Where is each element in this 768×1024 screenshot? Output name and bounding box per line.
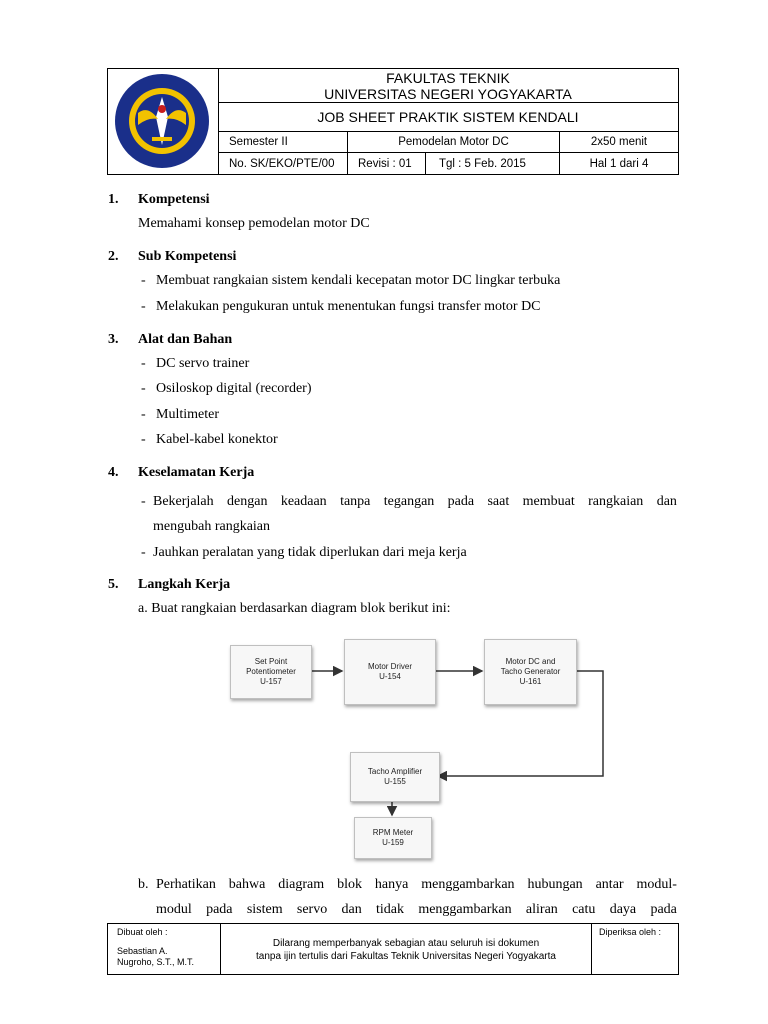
word: modul <box>156 902 192 917</box>
word: membuat <box>522 494 575 509</box>
word: hubungan <box>527 877 583 892</box>
word: menggambarkan <box>421 877 515 892</box>
bullet-dash: - <box>141 356 146 371</box>
block-motor-driver <box>344 639 436 705</box>
safety-item: Jauhkan peralatan yang tidak diperlukan dari meja kerja <box>153 545 467 560</box>
safety-item-justified <box>153 494 677 510</box>
made-by-label: Dibuat oleh : <box>117 927 168 937</box>
logo-cell <box>108 69 219 174</box>
block-label: Motor Driver <box>367 662 412 671</box>
bullet-dash: - <box>141 407 146 422</box>
section-number: 3. <box>108 332 119 347</box>
section-number: 5. <box>108 577 119 592</box>
word: catu <box>572 902 596 917</box>
checked-by-label: Diperiksa oleh : <box>599 927 662 937</box>
block-rpm-meter <box>354 817 432 859</box>
copyright-notice-line: Dilarang memperbanyak sebagian atau seluruh isi dokumen <box>272 938 540 949</box>
section-4-heading <box>108 465 254 481</box>
block-label: U-155 <box>384 777 406 786</box>
jobsheet-title-row <box>218 103 678 132</box>
equipment-item: DC servo trainer <box>156 356 250 371</box>
word: rangkaian <box>588 494 644 509</box>
word: saat <box>487 494 510 509</box>
word: hanya <box>374 877 409 892</box>
block-label: Potentiometer <box>246 667 296 676</box>
word: daya <box>609 902 637 917</box>
bullet-dash: - <box>141 432 146 447</box>
section-number: 1. <box>108 192 119 207</box>
word: antar <box>595 877 624 892</box>
page-number: Hal 1 dari 4 <box>589 157 649 170</box>
section-title: Langkah Kerja <box>138 577 231 592</box>
section-title: Kompetensi <box>138 192 210 207</box>
sub-competence-item: Membuat rangkaian sistem kendali kecepatan motor DC lingkar terbuka <box>156 273 561 288</box>
block-label: Tacho Generator <box>500 667 561 676</box>
word: tanpa <box>340 494 371 509</box>
document-header-table <box>107 68 679 175</box>
section-title: Sub Kompetensi <box>138 249 237 264</box>
block-label: U-159 <box>382 838 404 847</box>
equipment-item: Osiloskop digital (recorder) <box>156 381 312 396</box>
revision: Revisi : 01 <box>348 153 426 174</box>
word: aliran <box>525 902 558 917</box>
section-1-text: Memahami konsep pemodelan motor DC <box>138 216 370 231</box>
section-5-heading <box>108 577 230 593</box>
word: keadaan <box>280 494 327 509</box>
equipment-item: Multimeter <box>156 407 219 422</box>
block-label: U-157 <box>260 677 282 686</box>
bullet-dash: - <box>141 273 146 288</box>
block-label: U-161 <box>519 677 542 686</box>
word: menggambarkan <box>418 902 512 917</box>
step-b-line-2 <box>156 902 677 918</box>
section-3-heading <box>108 332 232 348</box>
block-label: U-154 <box>379 672 401 681</box>
bullet-dash: - <box>141 299 146 314</box>
word: dan <box>341 902 362 917</box>
bullet-dash: - <box>141 545 146 560</box>
word: tidak <box>376 902 405 917</box>
word: dan <box>656 494 677 509</box>
block-motor-dc-tacho-generator <box>484 639 577 705</box>
sub-competence-item: Melakukan pengukuran untuk menentukan fungsi transfer motor DC <box>156 299 541 314</box>
step-b-line-1 <box>156 877 677 893</box>
semester: Semester II <box>218 132 348 152</box>
word: blok <box>337 877 362 892</box>
word: pada <box>650 902 677 917</box>
step-b-label: b. <box>138 877 149 892</box>
author-title: Nugroho, S.T., M.T. <box>117 957 195 967</box>
word: diagram <box>278 877 325 892</box>
section-title: Keselamatan Kerja <box>138 465 255 480</box>
date: Tgl : 5 Feb. 2015 <box>426 153 560 174</box>
section-1-heading <box>108 192 210 208</box>
section-number: 2. <box>108 249 119 264</box>
block-label: Tacho Amplifier <box>367 767 423 776</box>
duration: 2x50 menit <box>590 136 648 148</box>
step-a: a. Buat rangkaian berdasarkan diagram blok berikut ini: <box>138 601 451 616</box>
checked-by-cell <box>592 924 678 974</box>
word: Bekerjalah <box>153 494 214 509</box>
section-title: Alat dan Bahan <box>138 332 233 347</box>
block-label: RPM Meter <box>372 828 414 837</box>
university-logo <box>108 69 218 174</box>
word: sistem <box>246 902 283 917</box>
block-tacho-amplifier <box>350 752 440 802</box>
block-set-point-potentiometer <box>230 645 312 699</box>
word: Perhatikan <box>156 877 216 892</box>
word: pada <box>206 902 233 917</box>
made-by-cell <box>108 924 221 974</box>
equipment-item: Kabel-kabel konektor <box>156 432 278 447</box>
section-number: 4. <box>108 465 119 480</box>
document-footer-table <box>107 923 679 975</box>
university-name: UNIVERSITAS NEGERI YOGYAKARTA <box>324 85 572 102</box>
faculty-name: FAKULTAS TEKNIK <box>386 69 510 86</box>
word: dengan <box>227 494 268 509</box>
word: bahwa <box>228 877 266 892</box>
section-2-heading <box>108 249 236 265</box>
word: tegangan <box>383 494 435 509</box>
bullet-dash: - <box>141 381 146 396</box>
copyright-notice-cell <box>221 924 592 974</box>
document-info-row <box>218 153 678 174</box>
faculty-row <box>218 69 678 103</box>
topic: Pemodelan Motor DC <box>348 132 560 152</box>
word: modul- <box>636 877 677 892</box>
block-label: Motor DC and <box>505 657 556 666</box>
author-name: Sebastian A. <box>117 946 168 956</box>
block-diagram <box>220 635 615 860</box>
semester-row <box>218 132 678 153</box>
jobsheet-title: JOB SHEET PRAKTIK SISTEM KENDALI <box>317 109 579 125</box>
copyright-notice-line: tanpa ijin tertulis dari Fakultas Teknik Universitas Negeri Yogyakarta <box>256 951 556 962</box>
word: pada <box>447 494 475 509</box>
bullet-dash: - <box>141 494 146 509</box>
block-label: Set Point <box>254 657 288 666</box>
document-number: No. SK/EKO/PTE/00 <box>218 153 348 174</box>
word: servo <box>296 902 328 917</box>
safety-item-continuation: mengubah rangkaian <box>153 519 271 534</box>
